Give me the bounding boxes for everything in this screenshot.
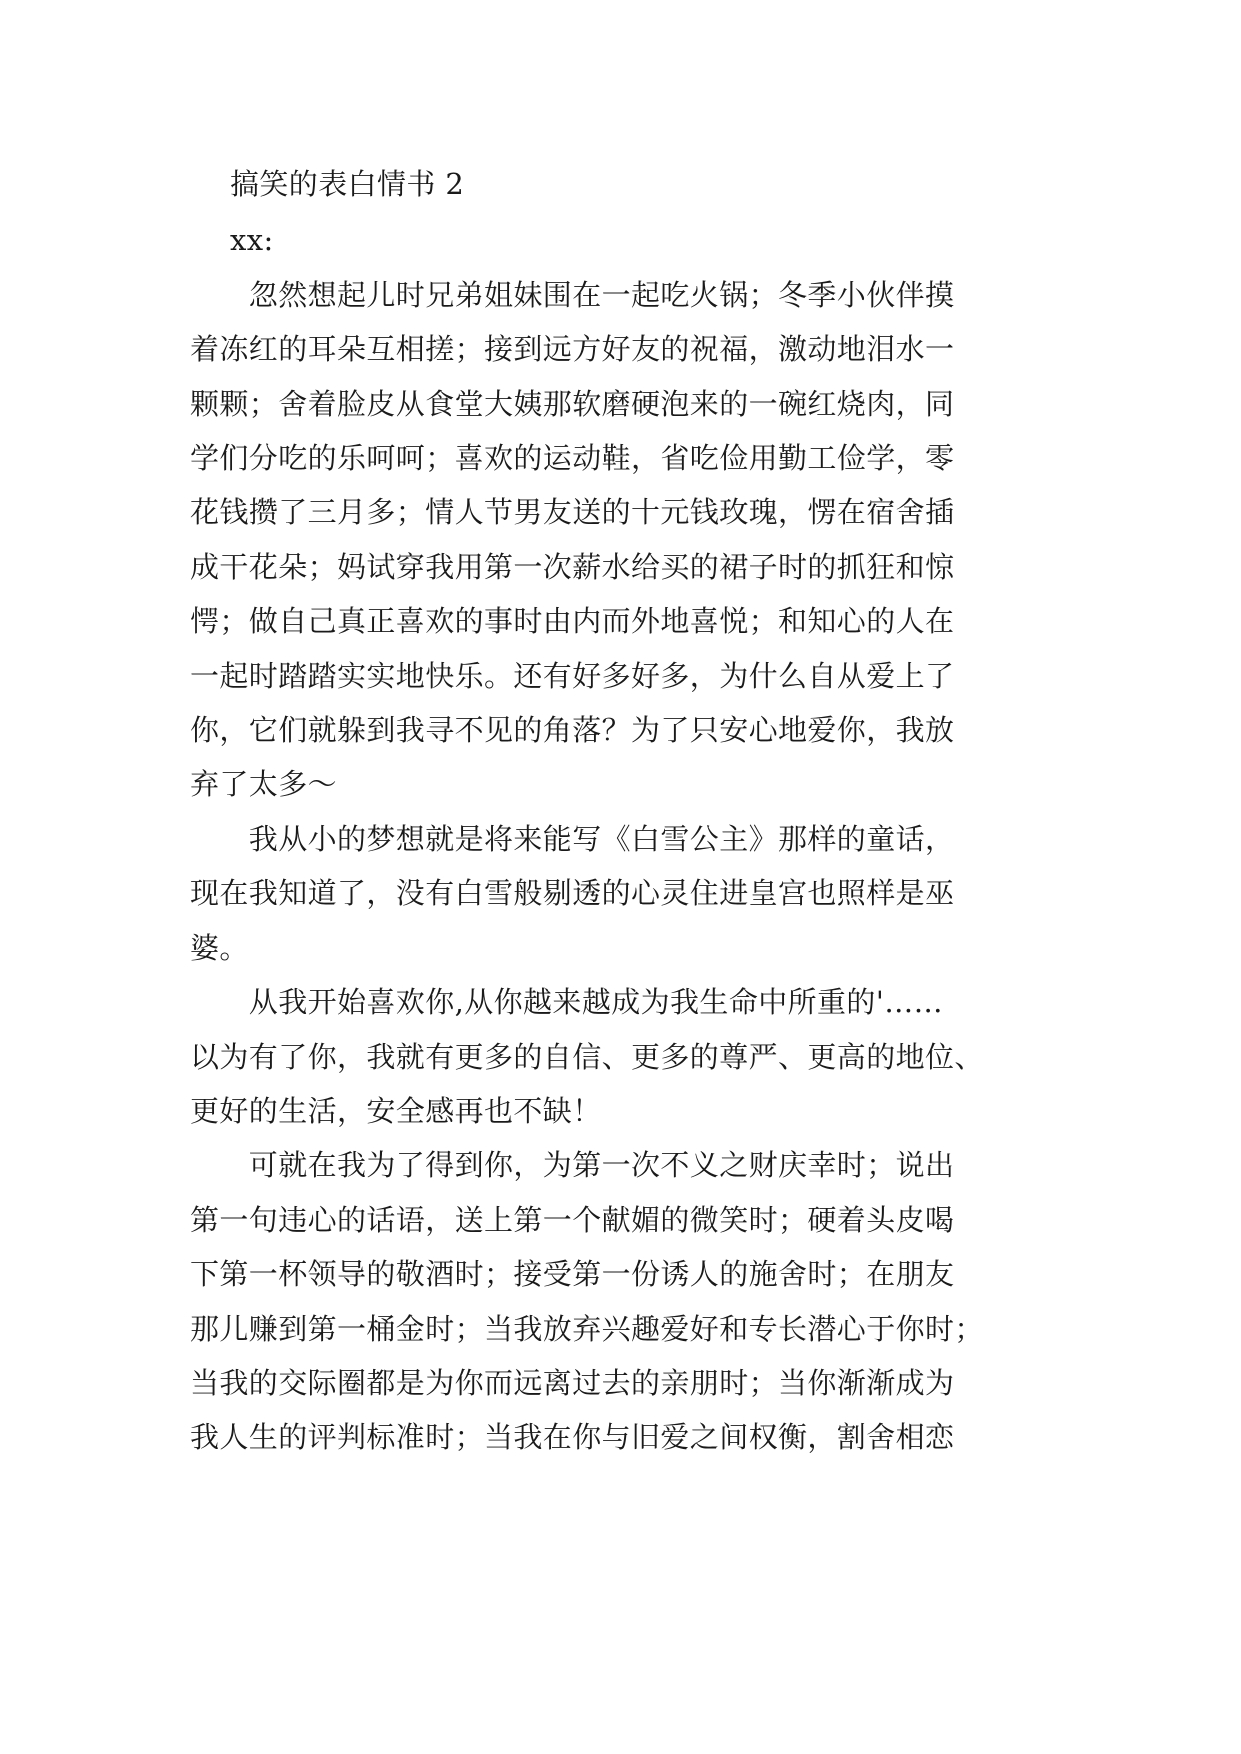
paragraph-line: 我从小的梦想就是将来能写《白雪公主》那样的童话， xyxy=(190,821,955,856)
paragraph-line: 学们分吃的乐呵呵；喜欢的运动鞋，省吃俭用勤工俭学，零 xyxy=(190,441,955,476)
paragraph-line: 那儿赚到第一桶金时；当我放弃兴趣爱好和专长潜心于你时； xyxy=(190,1311,984,1346)
paragraph-line: 弃了太多～ xyxy=(190,767,338,802)
paragraph-4 xyxy=(190,1138,1050,1464)
paragraph-line: 成干花朵；妈试穿我用第一次薪水给买的裙子时的抓狂和惊 xyxy=(190,549,955,584)
paragraph-line: 以为有了你，我就有更多的自信、更多的尊严、更高的地位、 xyxy=(190,1039,984,1074)
paragraph-line: 当我的交际圈都是为你而远离过去的亲朋时；当你渐渐成为 xyxy=(190,1365,955,1400)
paragraph-line: 花钱攒了三月多；情人节男友送的十元钱玫瑰，愣在宿舍插 xyxy=(190,495,955,530)
document-body xyxy=(190,157,1050,1465)
paragraph-3 xyxy=(190,975,1050,1138)
paragraph-line: 现在我知道了，没有白雪般剔透的心灵住进皇宫也照样是巫 xyxy=(190,876,955,911)
paragraph-line: 忽然想起儿时兄弟姐妹围在一起吃火锅；冬季小伙伴摸 xyxy=(190,277,955,312)
paragraph-line: 婆。 xyxy=(190,930,249,965)
paragraph-line: 愕；做自己真正喜欢的事时由内而外地喜悦；和知心的人在 xyxy=(190,604,955,639)
paragraph-line: 可就在我为了得到你，为第一次不义之财庆幸时；说出 xyxy=(190,1148,955,1183)
paragraph-line: 我人生的评判标准时；当我在你与旧爱之间权衡，割舍相恋 xyxy=(190,1420,955,1455)
paragraph-line: 更好的生活，安全感再也不缺！ xyxy=(190,1093,602,1128)
paragraph-line: 你，它们就躲到我寻不见的角落？为了只安心地爱你，我放 xyxy=(190,713,955,748)
salutation xyxy=(190,213,1050,267)
paragraph-line: 下第一杯领导的敬酒时；接受第一份诱人的施舍时；在朋友 xyxy=(190,1257,955,1292)
paragraph-line: 着冻红的耳朵互相搓；接到远方好友的祝福，激动地泪水一 xyxy=(190,332,955,367)
title-text: 搞笑的表白情书 2 xyxy=(230,167,465,201)
paragraph-line: 第一句违心的话语，送上第一个献媚的微笑时；硬着头皮喝 xyxy=(190,1202,955,1237)
paragraph-line: 颗颗；舍着脸皮从食堂大姨那软磨硬泡来的一碗红烧肉，同 xyxy=(190,386,955,421)
paragraph-line: 一起时踏踏实实地快乐。还有好多好多，为什么自从爱上了 xyxy=(190,658,955,693)
paragraph-1 xyxy=(190,268,1050,812)
salutation-text: xx: xyxy=(230,223,274,258)
paragraph-2 xyxy=(190,812,1050,975)
paragraph-line: 从我开始喜欢你,从你越来越成为我生命中所重的'…… xyxy=(190,985,943,1020)
document-title xyxy=(190,157,1050,211)
